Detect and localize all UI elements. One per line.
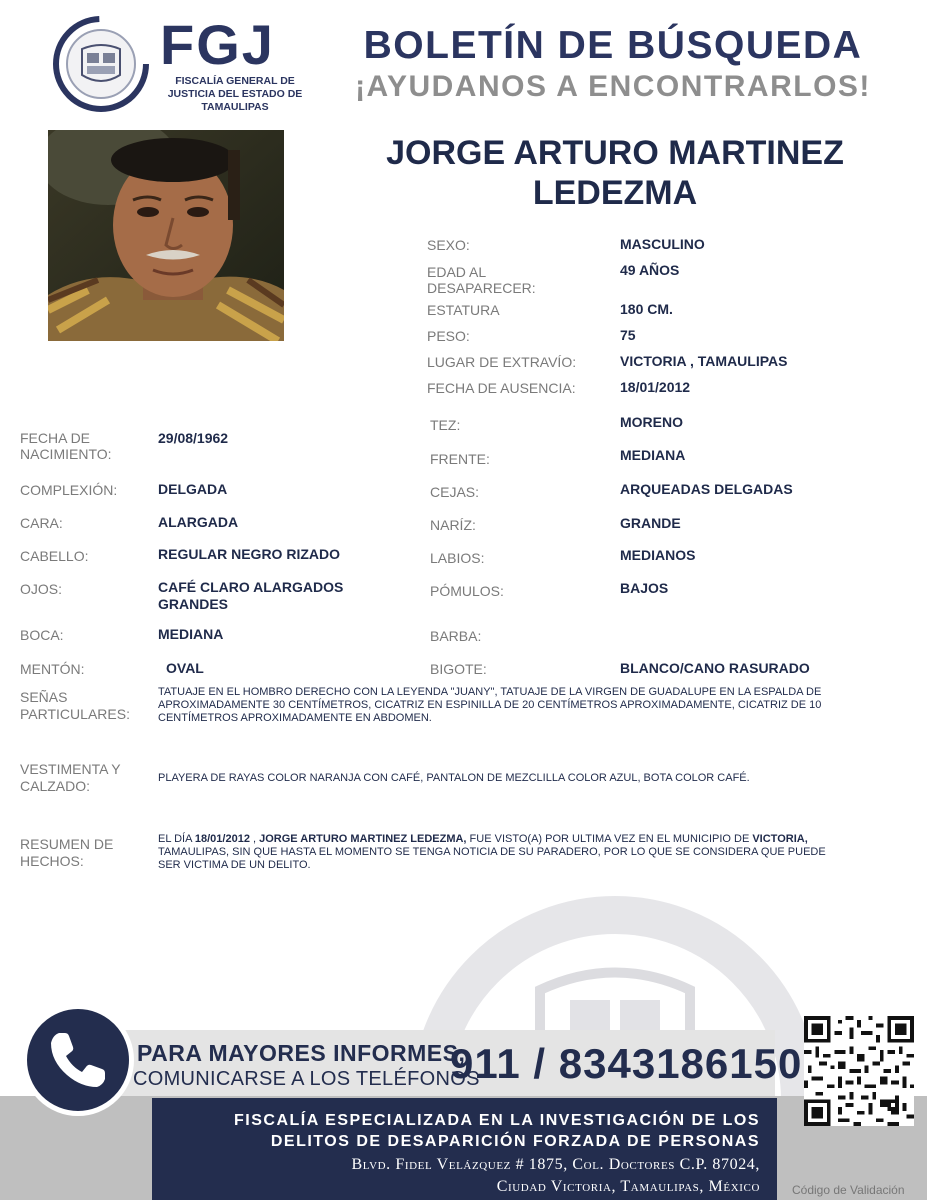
value-fecha-ausencia: 18/01/2012 [620,379,691,395]
logo-subtitle: FISCALÍA GENERAL DE JUSTICIA DEL ESTADO DE TAMAULIPAS [167,75,303,113]
label-tez: TEZ: [430,417,461,433]
value-tez: MORENO [620,414,683,430]
label-cabello: CABELLO: [20,548,89,564]
call-badge [22,1004,134,1116]
fgj-logo [52,13,303,115]
qr-code [804,1016,914,1126]
value-peso: 75 [620,327,636,343]
bulletin-subtitle: ¡AYUDANOS A ENCONTRARLOS! [355,70,871,103]
value-cejas: ARQUEADAS DELGADAS [620,481,793,497]
senas-text: TATUAJE EN EL HOMBRO DERECHO CON LA LEYENDA "JUANY", TATUAJE DE LA VIRGEN DE GUADALUPE EN LA ESPALDA DE APROXIMADAMENTE 30 CENTÍMETROS, CICATRIZ EN ESPINILLA DE 20 CENTÍMETROS APROXIMADAMENTE, CICATRIZ DE 10 CENTÍMETROS APROXIMADAMENTE EN ABDOMEN. [158,686,822,724]
agency-name: FISCALÍA ESPECIALIZADA EN LA INVESTIGACIÓN DE LOS DELITOS DE DESAPARICIÓN FORZADA DE PERSONAS [234,1112,760,1150]
bulletin-title: BOLETÍN DE BÚSQUEDA [363,24,863,67]
value-bigote: BLANCO/CANO RASURADO [620,660,810,676]
value-boca: MEDIANA [158,626,224,642]
value-ojos: CAFÉ CLARO ALARGADOS GRANDES [158,579,344,612]
value-frente: MEDIANA [620,447,686,463]
state-seal-icon [52,15,150,113]
logo-fgj-text: FGJ [160,13,275,76]
value-edad: 49 AÑOS [620,262,680,278]
label-sexo: SEXO: [427,237,470,253]
label-edad: EDAD AL DESAPARECER: [427,264,536,296]
label-complexion: COMPLEXIÓN: [20,482,118,498]
label-vestimenta: VESTIMENTA Y CALZADO: [20,761,121,794]
value-pomulos: BAJOS [620,580,669,596]
person-photo [48,130,284,341]
value-nariz: GRANDE [620,515,681,531]
label-menton: MENTÓN: [20,661,85,677]
resumen-text: EL DÍA 18/01/2012 , JORGE ARTURO MARTINEZ LEDEZMA, FUE VISTO(A) POR ULTIMA VEZ EN EL MUNICIPIO DE VICTORIA, TAMAULIPAS, SIN QUE HASTA EL MOMENTO SE TENGA NOTICIA DE SU PARADERO, POR LO QUE SE CONSIDERA QUE PUEDE SER VICTIMA DE UN DELITO. [158,833,826,871]
vestimenta-text: PLAYERA DE RAYAS COLOR NARANJA CON CAFÉ, PANTALON DE MEZCLILLA COLOR AZUL, BOTA COLOR CAFÉ. [158,772,750,784]
value-menton: OVAL [166,660,204,676]
label-nariz: NARÍZ: [430,517,476,533]
label-barba: BARBA: [430,628,482,644]
value-sexo: MASCULINO [620,236,705,252]
label-cejas: CEJAS: [430,484,480,500]
value-labios: MEDIANOS [620,547,696,563]
value-complexion: DELGADA [158,481,228,497]
label-boca: BOCA: [20,627,64,643]
value-fecha-nacimiento: 29/08/1962 [158,430,229,446]
label-cara: CARA: [20,515,63,531]
label-estatura: ESTATURA [427,302,500,318]
label-senas: SEÑAS PARTICULARES: [20,689,130,722]
agency-address: Blvd. Fidel Velázquez # 1875, Col. Doctores C.P. 87024, Ciudad Victoria, Tamaulipas, México [351,1156,760,1195]
label-ojos: OJOS: [20,581,63,597]
value-lugar: VICTORIA , TAMAULIPAS [620,353,788,369]
person-name: JORGE ARTURO MARTINEZ LEDEZMA [386,134,844,212]
phone-numbers: 911 / 8343186150 [450,1040,803,1087]
label-pomulos: PÓMULOS: [430,583,504,599]
label-bigote: BIGOTE: [430,661,487,677]
phone-icon [45,1027,111,1093]
label-resumen: RESUMEN DE HECHOS: [20,836,114,869]
label-frente: FRENTE: [430,451,490,467]
label-labios: LABIOS: [430,550,485,566]
value-cabello: REGULAR NEGRO RIZADO [158,546,340,562]
validation-code-label: Código de Validación [792,1183,905,1197]
label-fecha-ausencia: FECHA DE AUSENCIA: [427,380,576,396]
more-info-text: PARA MAYORES INFORMES, [137,1040,466,1066]
label-peso: PESO: [427,328,470,344]
label-fecha-nacimiento: FECHA DE NACIMIENTO: [20,430,112,462]
value-cara: ALARGADA [158,514,239,530]
label-lugar: LUGAR DE EXTRAVÍO: [427,354,577,370]
communicate-text: COMUNICARSE A LOS TELÉFONOS [133,1068,480,1090]
value-estatura: 180 CM. [620,301,673,317]
